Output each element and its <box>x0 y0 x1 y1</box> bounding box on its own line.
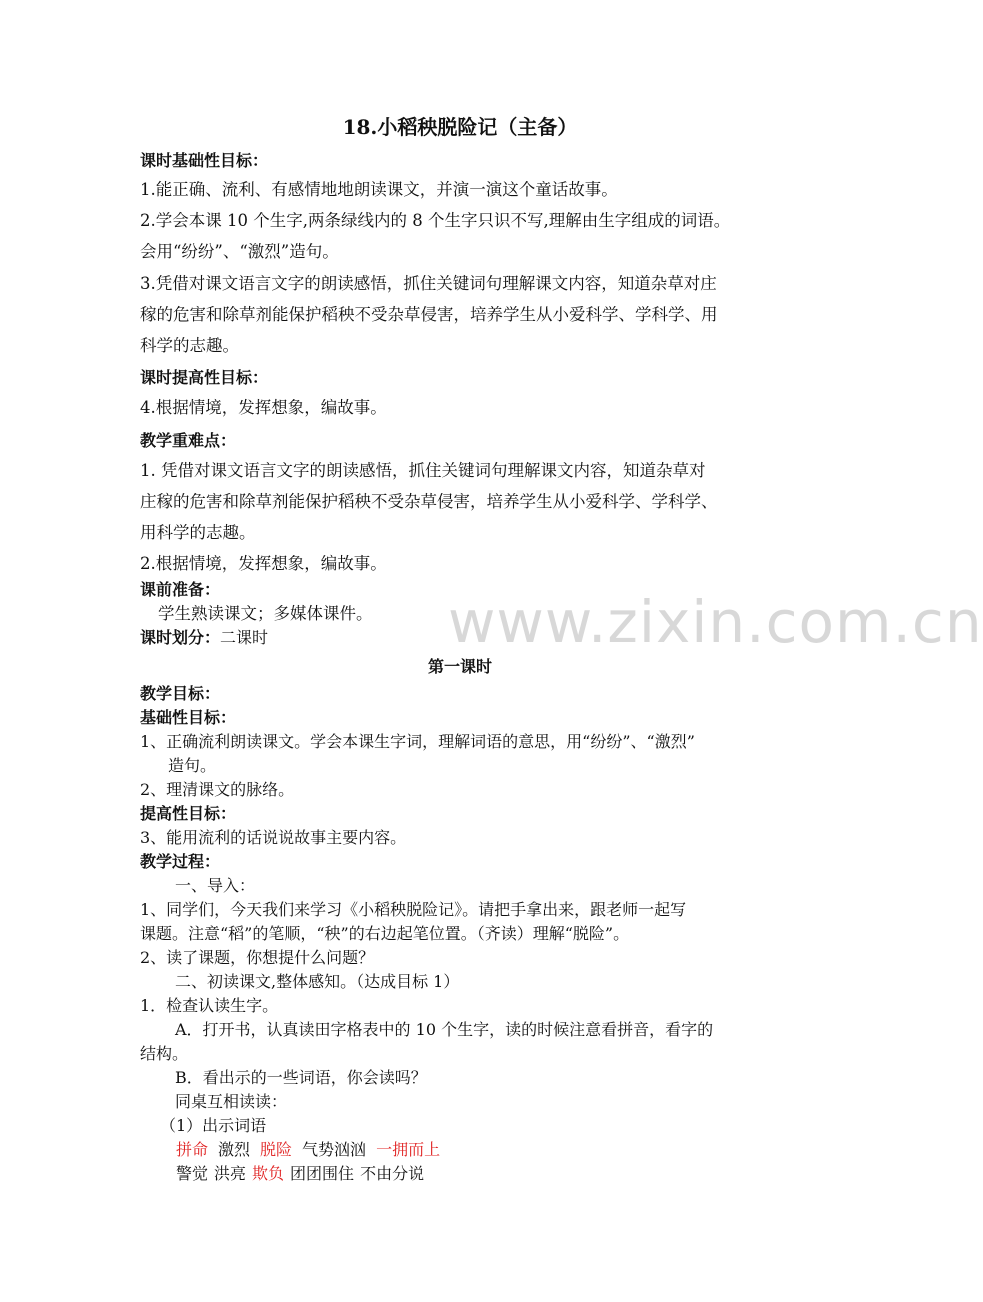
vocab-word: 气势汹汹 <box>302 1140 367 1159</box>
paragraph-line: 1、同学们，今天我们来学习《小稻秧脱险记》。请把手拿出来，跟老师一起写 <box>140 900 687 919</box>
vocab-word: 警觉 <box>176 1164 209 1183</box>
lesson-division-value: 二课时 <box>220 628 269 647</box>
vocab-word: 脱险 <box>260 1140 293 1159</box>
paragraph-line: 2.根据情境，发挥想象，编故事。 <box>140 554 387 573</box>
lesson-division-line <box>140 627 268 649</box>
vocab-word: 不由分说 <box>360 1164 425 1183</box>
heading-teaching-goals: 教学目标： <box>140 684 221 703</box>
paragraph-line: 1、正确流利朗读课文。学会本课生字词，理解词语的意思，用“纷纷”、“激烈” <box>140 732 695 751</box>
paragraph-line: 庄稼的危害和除草剂能保护稻秧不受杂草侵害，培养学生从小爱科学、学科学、 <box>140 492 718 511</box>
heading-lesson-division: 课时划分： <box>140 628 221 647</box>
paragraph-line: 4.根据情境，发挥想象，编故事。 <box>140 398 387 417</box>
vocab-word: 激烈 <box>218 1140 251 1159</box>
paragraph-line: 课题。注意“稻”的笔顺，“秧”的右边起笔位置。（齐读）理解“脱险”。 <box>140 924 630 943</box>
paragraph-line: 一、导入： <box>175 876 256 895</box>
paragraph-line: 造句。 <box>168 756 217 775</box>
vocab-word: 洪亮 <box>214 1164 247 1183</box>
heading-key-points: 教学重难点： <box>140 431 237 450</box>
vocab-row-2 <box>176 1163 434 1185</box>
paragraph-line: 1．检查认读生字。 <box>140 996 279 1015</box>
vocab-word: 一拥而上 <box>376 1140 441 1159</box>
paragraph-line: 会用“纷纷”、“激烈”造句。 <box>140 242 339 261</box>
paragraph-line: B．看出示的一些词语，你会读吗？ <box>175 1068 427 1087</box>
paragraph-line: A．打开书，认真读田字格表中的 10 个生字，读的时候注意看拼音，看字的 <box>175 1020 714 1039</box>
paragraph-line: 1.能正确、流利、有感情地地朗读课文，并演一演这个童话故事。 <box>140 180 618 199</box>
heading-advanced-goals: 课时提高性目标： <box>140 368 269 387</box>
paragraph-line: 用科学的志趣。 <box>140 523 256 542</box>
vocab-row-1 <box>176 1139 450 1161</box>
watermark: www.zixin.com.cn <box>448 588 983 656</box>
vocab-word: 拼命 <box>176 1140 209 1159</box>
paragraph-line: 学生熟读课文；多媒体课件。 <box>158 604 373 623</box>
vocab-word: 欺负 <box>252 1164 285 1183</box>
paragraph-line: 1. 凭借对课文语言文字的朗读感悟，抓住关键词句理解课文内容，知道杂草对 <box>140 461 706 480</box>
paragraph-line: （1）出示词语 <box>160 1116 267 1135</box>
heading-teaching-process: 教学过程： <box>140 852 221 871</box>
paragraph-line: 同桌互相读读： <box>175 1092 288 1111</box>
document-title: 18.小稻秧脱险记（主备） <box>342 115 578 139</box>
paragraph-line: 稼的危害和除草剂能保护稻秧不受杂草侵害，培养学生从小爱科学、学科学、用 <box>140 305 718 324</box>
vocab-word: 团团围住 <box>290 1164 355 1183</box>
section-subtitle: 第一课时 <box>427 657 492 676</box>
heading-basic-goals: 课时基础性目标： <box>140 151 269 170</box>
paragraph-line: 二、初读课文,整体感知。（达成目标 1） <box>175 972 460 991</box>
paragraph-line: 结构。 <box>140 1044 189 1063</box>
paragraph-line: 3.凭借对课文语言文字的朗读感悟，抓住关键词句理解课文内容，知道杂草对庄 <box>140 274 717 293</box>
heading-basic-goals-2: 基础性目标： <box>140 708 237 727</box>
heading-preparation: 课前准备： <box>140 580 221 599</box>
paragraph-line: 2、读了课题，你想提什么问题？ <box>140 948 375 967</box>
paragraph-line: 2.学会本课 10 个生字,两条绿线内的 8 个生字只识不写,理解由生字组成的词语。 <box>140 211 731 230</box>
paragraph-line: 3、能用流利的话说说故事主要内容。 <box>140 828 407 847</box>
paragraph-line: 科学的志趣。 <box>140 336 239 355</box>
heading-advanced-goals-2: 提高性目标： <box>140 804 237 823</box>
paragraph-line: 2、理清课文的脉络。 <box>140 780 295 799</box>
